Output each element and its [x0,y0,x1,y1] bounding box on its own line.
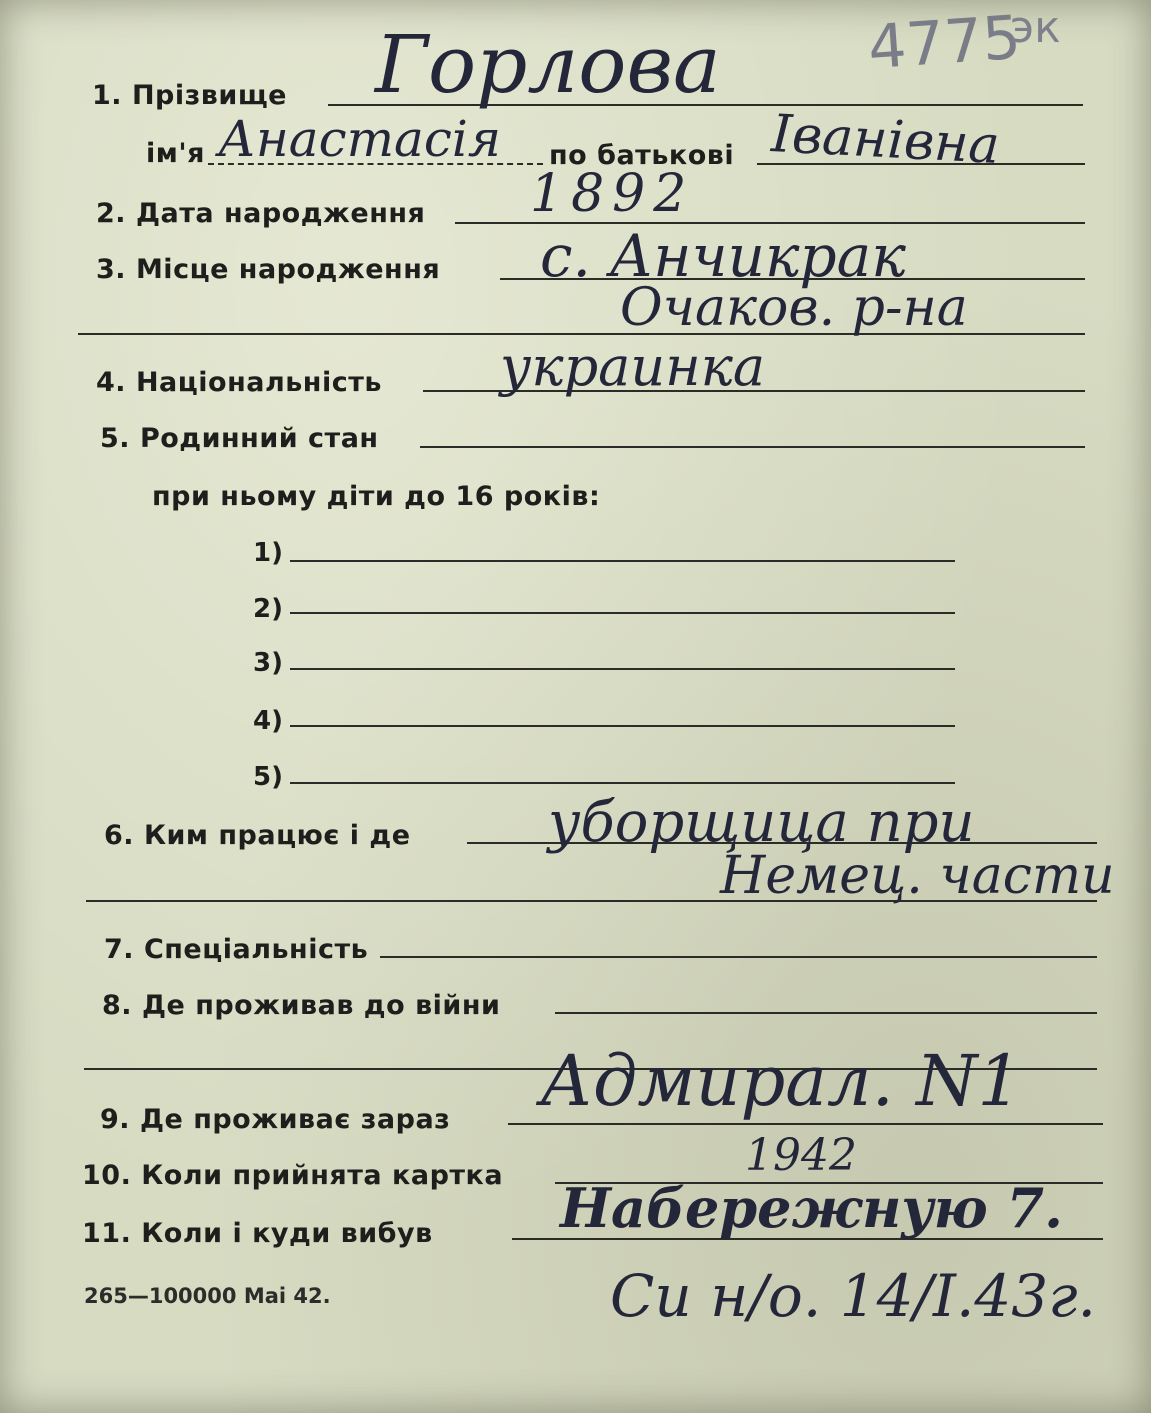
birthplace-value-line2: Очаков. р-на [620,278,968,338]
field-speciality-line [380,956,1097,958]
child-line [290,782,955,784]
field-patronymic-label: по батькові [549,140,735,171]
field-work-label: 6. Ким працює і де [104,820,411,851]
child-line [290,668,955,670]
field-departed-label: 11. Коли і куди вибув [82,1218,433,1249]
surname-value: Горлова [375,18,721,111]
departed-value-line1: Набережную 7. [560,1176,1063,1240]
field-family-line [420,446,1085,448]
field-prewar-address-label: 8. Де проживав до війни [102,990,501,1021]
birthplace-value-line1: с. Анчикрак [540,222,906,290]
address-value-line1: Адмирал. N1 [540,1040,1022,1122]
child-number: 5) [253,762,283,792]
field-current-address-label: 9. Де проживає зараз [100,1104,451,1135]
departed-value-line2: Си н/о. 14/I.43г. [610,1262,1096,1330]
child-line [290,560,955,562]
work-value-line2: Немец. части [720,846,1115,906]
child-number: 4) [253,706,283,736]
card-number-suffix: эк [1010,2,1061,53]
field-children-label: при ньому діти до 16 років: [152,481,601,512]
child-line [290,725,955,727]
nationality-value: украинка [500,335,766,398]
child-number: 2) [253,594,283,624]
field-nationality-label: 4. Національність [96,367,382,398]
print-imprint: 265—100000 Mai 42. [84,1284,331,1308]
birth-year-value: 1892 [530,164,695,224]
field-name-label: ім'я [146,138,205,169]
field-birthplace-label: 3. Місце народження [96,254,441,285]
field-current-address-line [508,1123,1103,1125]
child-number: 1) [253,538,283,568]
field-family-label: 5. Родинний стан [100,423,379,454]
name-value: Анастасія [218,110,501,168]
field-birthdate-label: 2. Дата народження [96,198,426,229]
child-line [290,612,955,614]
field-accepted-label: 10. Коли прийнята картка [82,1160,504,1191]
field-surname-label: 1. Прізвище [92,80,287,111]
field-prewar-address-line [555,1012,1097,1014]
card-number: 4775 [865,2,1023,84]
patronymic-value: Іванівна [770,104,1002,176]
field-speciality-label: 7. Спеціальність [104,934,369,965]
child-number: 3) [253,648,283,678]
accepted-value: 1942 [745,1130,857,1181]
work-value-line1: уборщица при [548,790,975,855]
